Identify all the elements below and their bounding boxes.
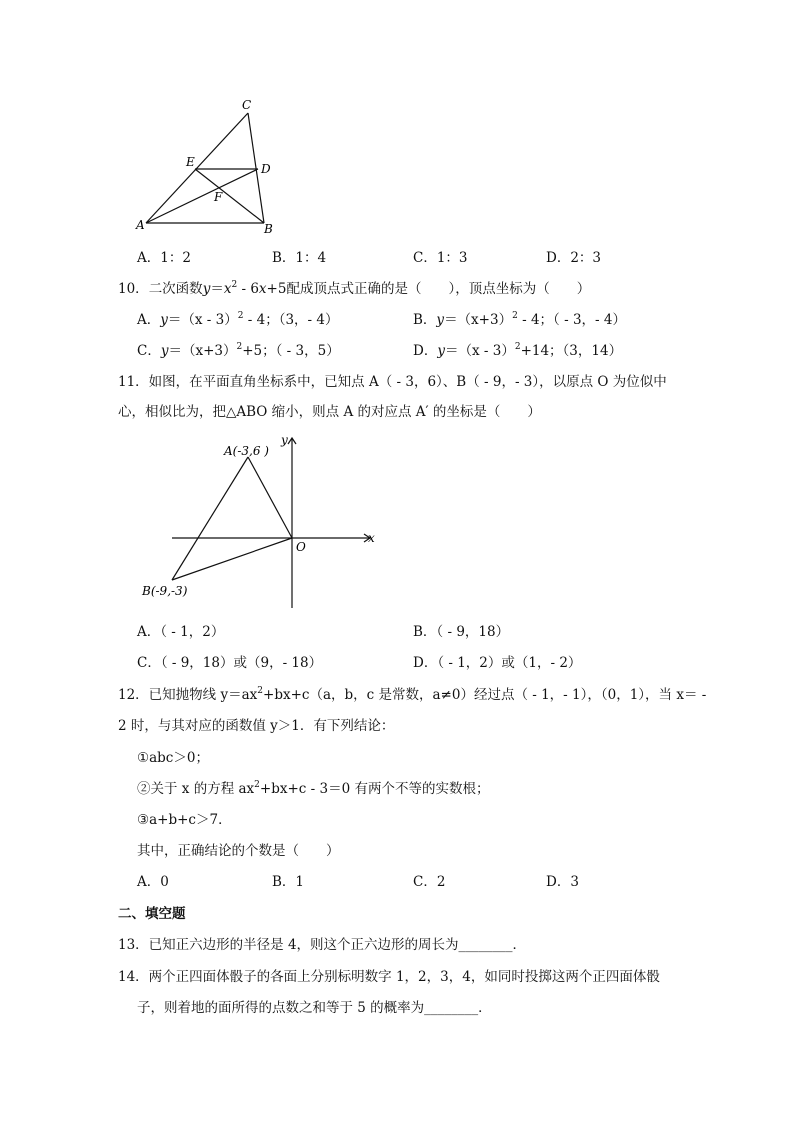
label-b: B — [264, 222, 273, 236]
q12-prompt: 其中，正确结论的个数是（ ） — [137, 843, 340, 859]
q9-option-b: B．1：4 — [272, 250, 327, 266]
q9-option-a: A．1：2 — [137, 250, 191, 266]
q11-option-c: C．（ - 9，18）或（9，- 18） — [137, 655, 323, 671]
label-c: C — [242, 98, 252, 112]
q12-option-c: C．2 — [413, 874, 446, 890]
label-x-axis: x — [368, 531, 375, 545]
q12-option-b: B．1 — [272, 874, 305, 890]
section-title: 二、填空题 — [118, 906, 186, 922]
q9-option-d: D．2：3 — [546, 250, 602, 266]
q12-option-a: A．0 — [137, 874, 169, 890]
q10-option-c: C．$y=(x+3)^2+5$；（ - 3，5） — [137, 342, 340, 359]
q11-question-line1: 11．如图，在平面直角坐标系中，已知点 A（ - 3，6）、B（ - 9，- 3），以原点 O 为位似中 — [118, 374, 667, 390]
q11-option-b: B．（ - 9，18） — [413, 624, 510, 640]
q14-question-line2: 子，则着地的面所得的点数之和等于 5 的概率为________． — [137, 1000, 492, 1016]
q12-question-line2: 2 时，与其对应的函数值 y＞1．有下列结论： — [118, 718, 395, 734]
coordinate-figure-q11 — [138, 428, 388, 613]
label-d: D — [261, 162, 271, 176]
label-f: F — [214, 190, 223, 204]
q10-question: 10．二次函数$y=x^2 - 6x+5$配成顶点式正确的是（ ），顶点坐标为（ ） — [118, 280, 591, 297]
q12-conclusion-3: ③a+b+c＞7． — [137, 812, 232, 828]
q12-conclusion-2: ②关于 x 的方程 $ax^2+bx+c - 3=0$ 有两个不等的实数根； — [137, 780, 490, 797]
q11-option-d: D．（ - 1，2）或（1，- 2） — [413, 655, 582, 671]
q13-question: 13．已知正六边形的半径是 4，则这个正六边形的周长为________． — [118, 937, 527, 953]
label-y-axis: y — [281, 433, 288, 447]
q12-question-line1: 12．已知抛物线 $y=ax^2+bx+c(a$，b，c 是常数，a≠0）经过点（ - 1，- 1），（0，1），当 x＝ - — [118, 686, 707, 703]
triangle-figure-q9 — [130, 95, 290, 240]
q10-option-b: B．$y=(x+3)^2 - 4$；（ - 3，- 4） — [413, 311, 626, 328]
label-a: A — [136, 218, 145, 232]
label-e: E — [186, 155, 195, 169]
label-point-a: A(-3,6 ) — [224, 444, 269, 458]
q10-option-a: A．y＝（x - 3）$^2$ - 4；（3，- 4） — [137, 311, 339, 328]
label-point-b: B(-9,-3) — [142, 584, 188, 598]
q10-option-d: D．y＝（x - 3）$^2$+14；（3，14） — [413, 342, 623, 359]
q12-option-d: D．3 — [546, 874, 579, 890]
q12-conclusion-1: ①abc＞0； — [137, 750, 209, 766]
q11-option-a: A．（ - 1，2） — [137, 624, 225, 640]
q9-option-c: C．1：3 — [413, 250, 468, 266]
q11-question-line2: 心，相似比为，把△ABO 缩小，则点 A 的对应点 A′ 的坐标是（ ） — [118, 404, 541, 420]
q14-question-line1: 14．两个正四面体骰子的各面上分别标明数字 1，2，3，4，如同时投掷这两个正四面体骰 — [118, 969, 660, 985]
label-origin: O — [296, 540, 306, 554]
